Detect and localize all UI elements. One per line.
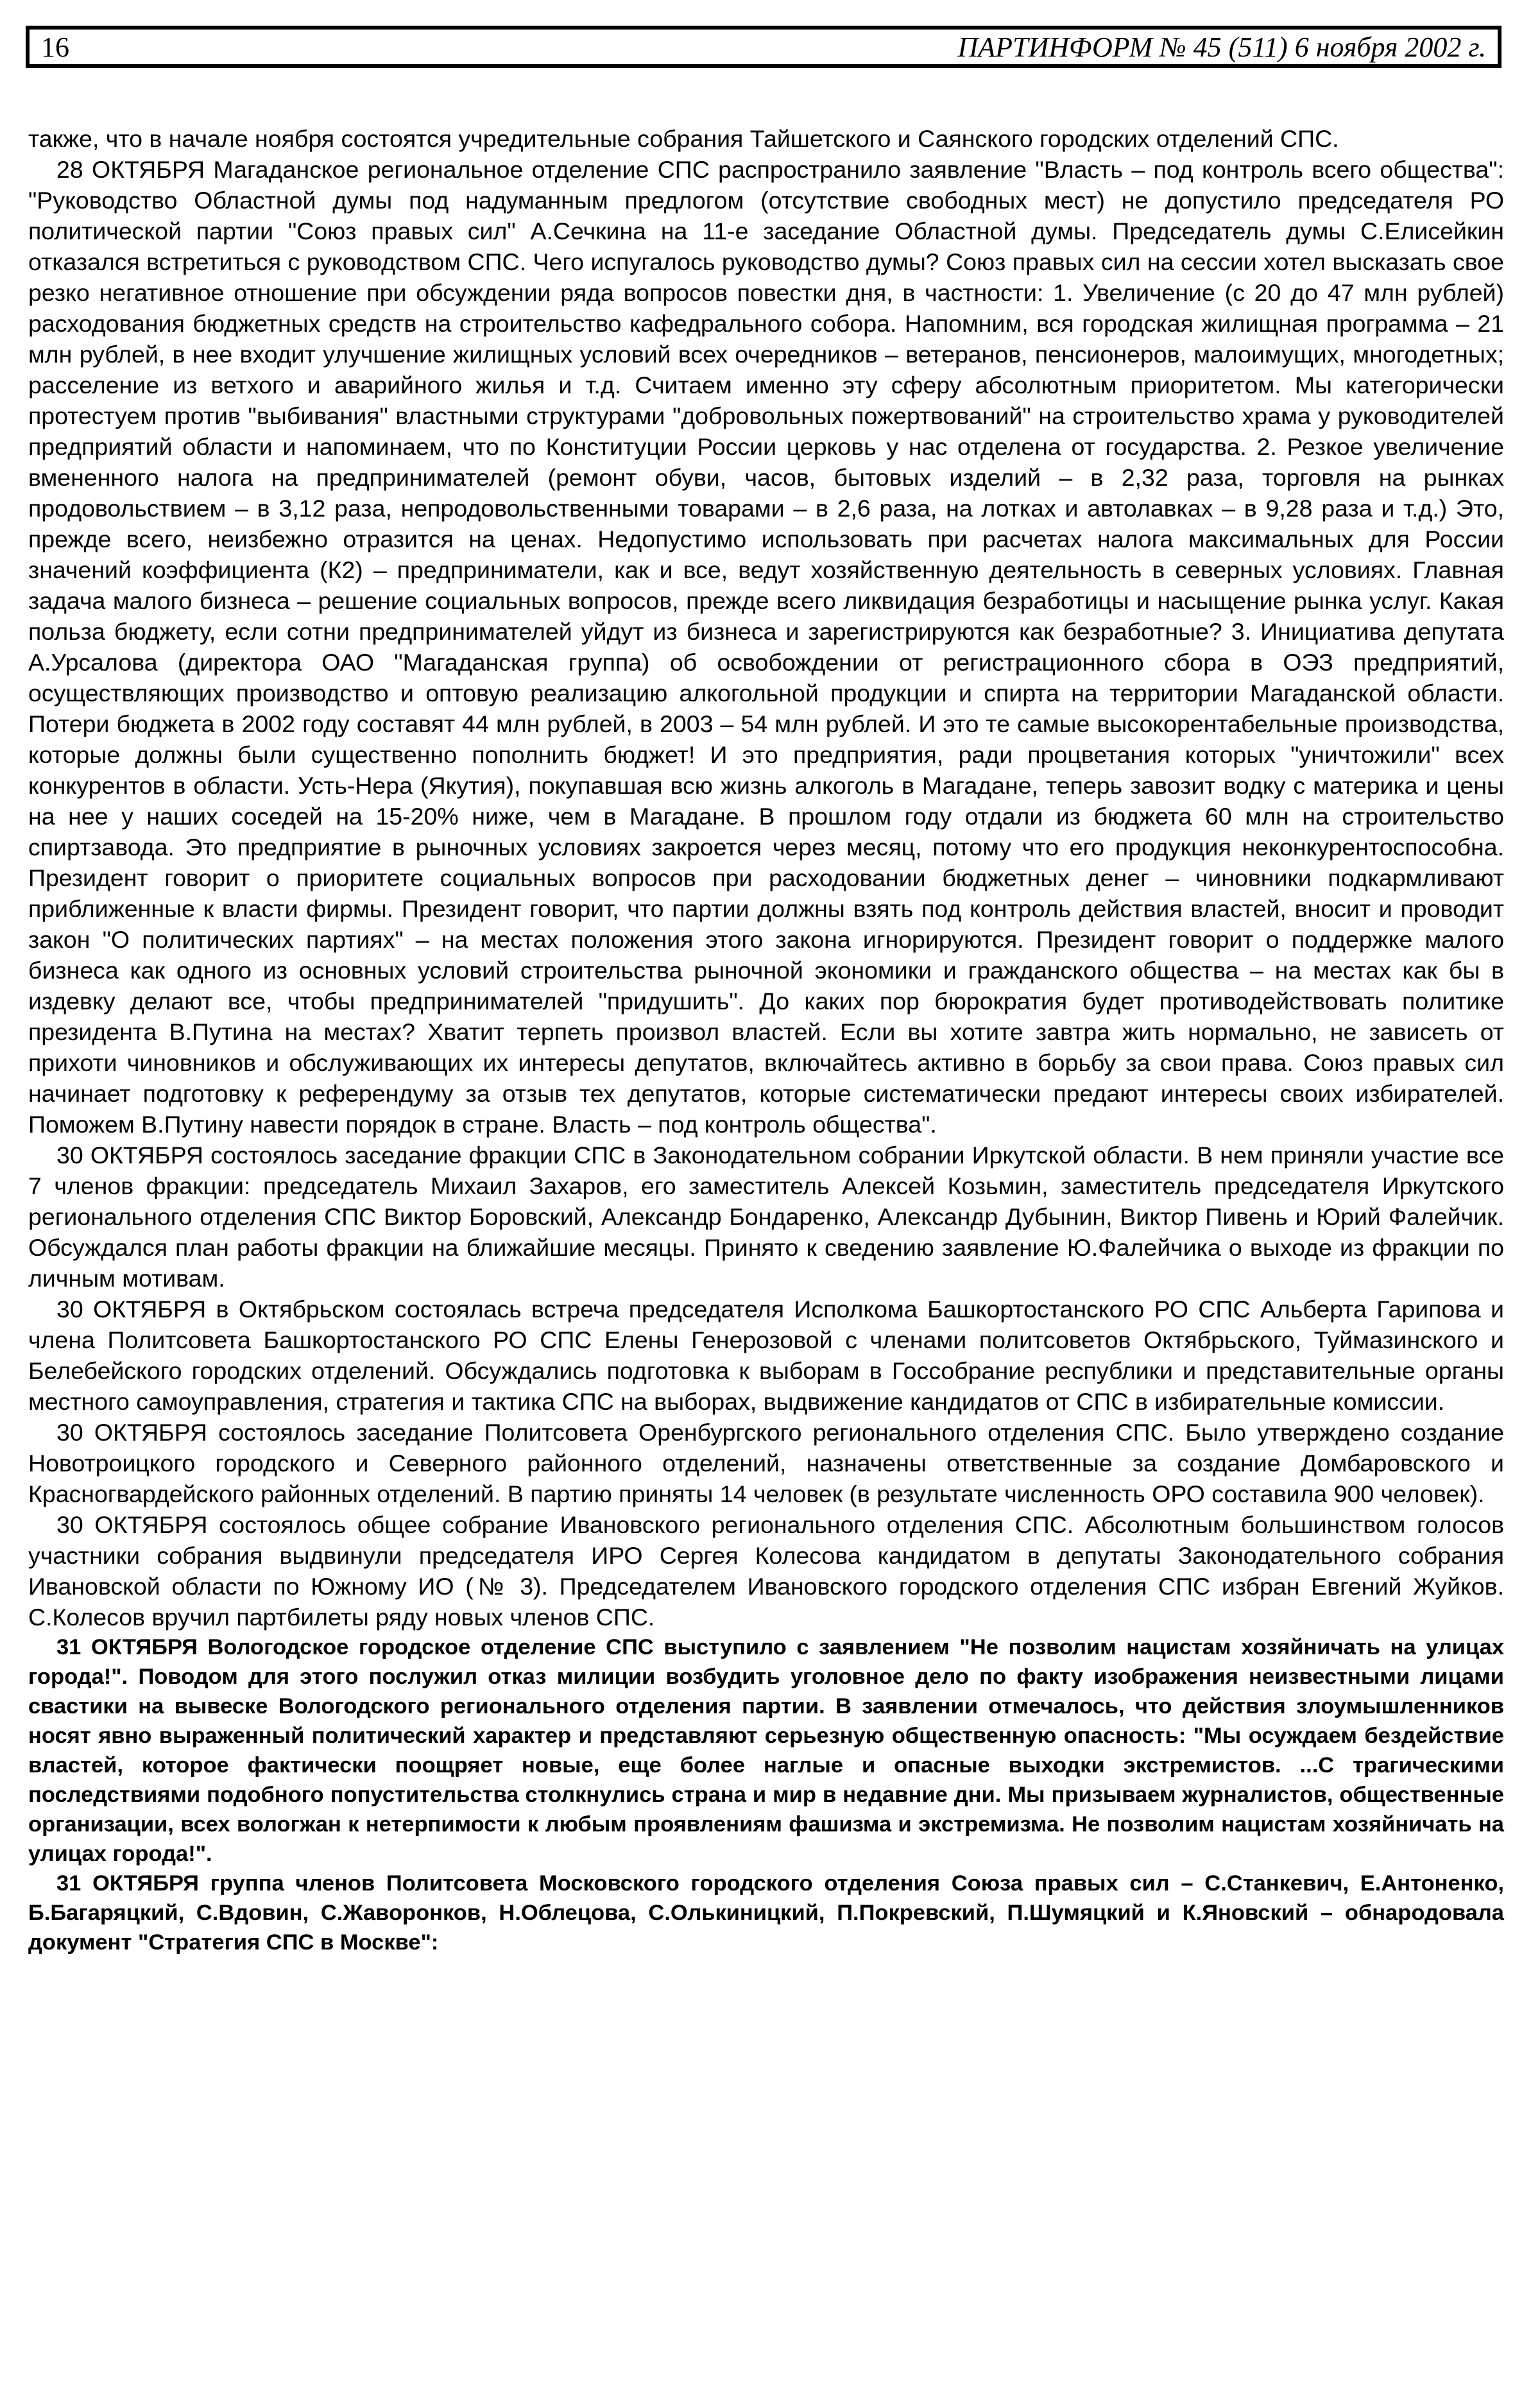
paragraph-bold: 31 ОКТЯБРЯ группа членов Политсовета Московского городского отделения Союза правых сил – С.Станкевич, Е.Антоненко, Б.Багаряцкий, С.Вдовин, С.Жаворонков, Н.Облецова, С.Олькиницкий, П.Покревский, П.Шумяцкий и К.Яновский – обнародовала документ "Стратегия СПС в Москве": [28,1871,1504,1955]
paragraph-bold: 31 ОКТЯБРЯ Вологодское городское отделение СПС выступило с заявлением "Не позволим нацистам хозяйничать на улицах города!". Поводом для этого послужил отказ милиции возбудить уголовное дело по факту изображения неизвестными лицами свастики на вывеске Вологодского регионального отделения партии. В заявлении отмечалось, что действия злоумышленников носят явно выраженный политический характер и представляют серьезную общественную опасность: "Мы осуждаем бездействие властей, которое фактически поощряет новые, еще более наглые и опасные выходки экстремистов. ...С трагическими последствиями подобного попустительства столкнулись страна и мир в недавние дни. Мы призываем журналистов, общественные организации, всех вологжан к нетерпимости к любым проявлениям фашизма и экстремизма. Не позволим нацистам хозяйничать на улицах города!". [28,1635,1504,1866]
issue-title: ПАРТИНФОРМ № 45 (511) 6 ноября 2002 г. [957,31,1486,63]
paragraph: 28 ОКТЯБРЯ Магаданское региональное отделение СПС распространило заявление "Власть – под контроль всего общества": "Руководство Областной думы под надуманным предлогом (отсутствие свободных мест) не допустило председателя РО политической партии "Союз правых сил" А.Сечкина на 11-е заседание Областной думы. Председатель думы С.Елисейкин отказался встретиться с руководством СПС. Чего испугалось руководство думы? Союз правых сил на сессии хотел высказать свое резко негативное отношение при обсуждении ряда вопросов повестки дня, в частности: 1. Увеличение (с 20 до 47 млн рублей) расходования бюджетных средств на строительство кафедрального собора. Напомним, вся городская жилищная программа – 21 млн рублей, в нее входит улучшение жилищных условий всех очередников – ветеранов, пенсионеров, малоимущих, многодетных; расселение из ветхого и аварийного жилья и т.д. Считаем именно эту сферу абсолютным приоритетом. Мы категорически протестуем против "выбивания" властными структурами "добровольных пожертвований" на строительство храма у руководителей предприятий области и напоминаем, что по Конституции России церковь у нас отделена от государства. 2. Резкое увеличение вмененного налога на предпринимателей (ремонт обуви, часов, бытовых изделий – в 2,32 раза, торговля на рынках продовольствием – в 3,12 раза, непродовольственными товарами – в 2,6 раза, на лотках и автолавках – в 9,28 раза и т.д.) Это, прежде всего, неизбежно отразится на ценах. Недопустимо использовать при расчетах налога максимальных для России значений коэффициента (К2) – предприниматели, как и все, ведут хозяйственную деятельность в северных условиях. Главная задача малого бизнеса – решение социальных вопросов, прежде всего ликвидация безработицы и насыщение рынка услуг. Какая польза бюджету, если сотни предпринимателей уйдут из бизнеса и зарегистрируются как безработные? 3. Инициатива депутата А.Урсалова (директора ОАО "Магаданская группа) об освобождении от регистрационного сбора в ОЭЗ предприятий, осуществляющих производство и оптовую реализацию алкогольной продукции и спирта на территории Магаданской области. Потери бюджета в 2002 году составят 44 млн рублей, в 2003 – 54 млн рублей. И это те самые высокорентабельные производства, которые должны были существенно пополнить бюджет! И это предприятия, ради процветания которых "уничтожили" всех конкурентов в области. Усть-Нера (Якутия), покупавшая всю жизнь алкоголь в Магадане, теперь завозит водку с материка и цены на нее у наших соседей на 15-20% ниже, чем в Магадане. В прошлом году отдали из бюджета 60 млн на строительство спиртзавода. Это предприятие в рыночных условиях закроется через месяц, потому что его продукция неконкурентоспособна. Президент говорит о приоритете социальных вопросов при расходовании бюджетных денег – чиновники подкармливают приближенные к власти фирмы. Президент говорит, что партии должны взять под контроль действия властей, вносит и проводит закон "О политических партиях" – на местах положения этого закона игнорируются. Президент говорит о поддержке малого бизнеса как одного из основных условий строительства рыночной экономики и гражданского общества – на местах как бы в издевку делают все, чтобы предпринимателей "придушить". До каких пор бюрократия будет противодействовать политике президента В.Путина на местах? Хватит терпеть произвол властей. Если вы хотите завтра жить нормально, не зависеть от прихоти чиновников и обслуживающих их интересы депутатов, включайтесь активно в борьбу за свои права. Союз правых сил начинает подготовку к референдуму за отзыв тех депутатов, которые систематически предают интересы своих избирателей. Поможем В.Путину навести порядок в стране. Власть – под контроль общества". [28,156,1504,1138]
paragraph: 30 ОКТЯБРЯ в Октябрьском состоялась встреча председателя Исполкома Башкортостанского РО СПС Альберта Гарипова и члена Политсовета Башкортостанского РО СПС Елены Генерозовой с членами политсоветов Октябрьского, Туймазинского и Белебейского городских отделений. Обсуждались подготовка к выборам в Госсобрание республики и представительные органы местного самоуправления, стратегия и тактика СПС на выборах, выдвижение кандидатов от СПС в избирательные комиссии. [28,1296,1504,1415]
paragraph: 30 ОКТЯБРЯ состоялось общее собрание Ивановского регионального отделения СПС. Абсолютным большинством голосов участники собрания выдвинули председателя ИРО Сергея Колесова кандидатом в депутаты Законодательного собрания Ивановской области по Южному ИО (№ 3). Председателем Ивановского городского отделения СПС избран Евгений Жуйков. С.Колесов вручил партбилеты ряду новых членов СПС. [28,1511,1504,1631]
paragraph: также, что в начале ноября состоятся учредительные собрания Тайшетского и Саянского городских отделений СПС. [28,125,1339,152]
paragraph: 30 ОКТЯБРЯ состоялось заседание Политсовета Оренбургского регионального отделения СПС. Было утверждено создание Новотроицкого городского и Северного районного отделений, назначены ответственные за создание Домбаровского и Красногвардейского районных отделений. В партию приняты 14 человек (в результате численность ОРО составила 900 человек). [28,1419,1504,1507]
paragraph: 30 ОКТЯБРЯ состоялось заседание фракции СПС в Законодательном собрании Иркутской области. В нем приняли участие все 7 членов фракции: председатель Михаил Захаров, его заместитель Алексей Козьмин, заместитель председателя Иркутского регионального отделения СПС Виктор Боровский, Александр Бондаренко, Александр Дубынин, Виктор Пивень и Юрий Фалейчик. Обсуждался план работы фракции на ближайшие месяцы. Принято к сведению заявление Ю.Фалейчика о выходе из фракции по личным мотивам. [28,1142,1504,1292]
page-number: 16 [41,31,69,63]
page-header [26,26,1502,68]
article-body [28,123,1504,1957]
